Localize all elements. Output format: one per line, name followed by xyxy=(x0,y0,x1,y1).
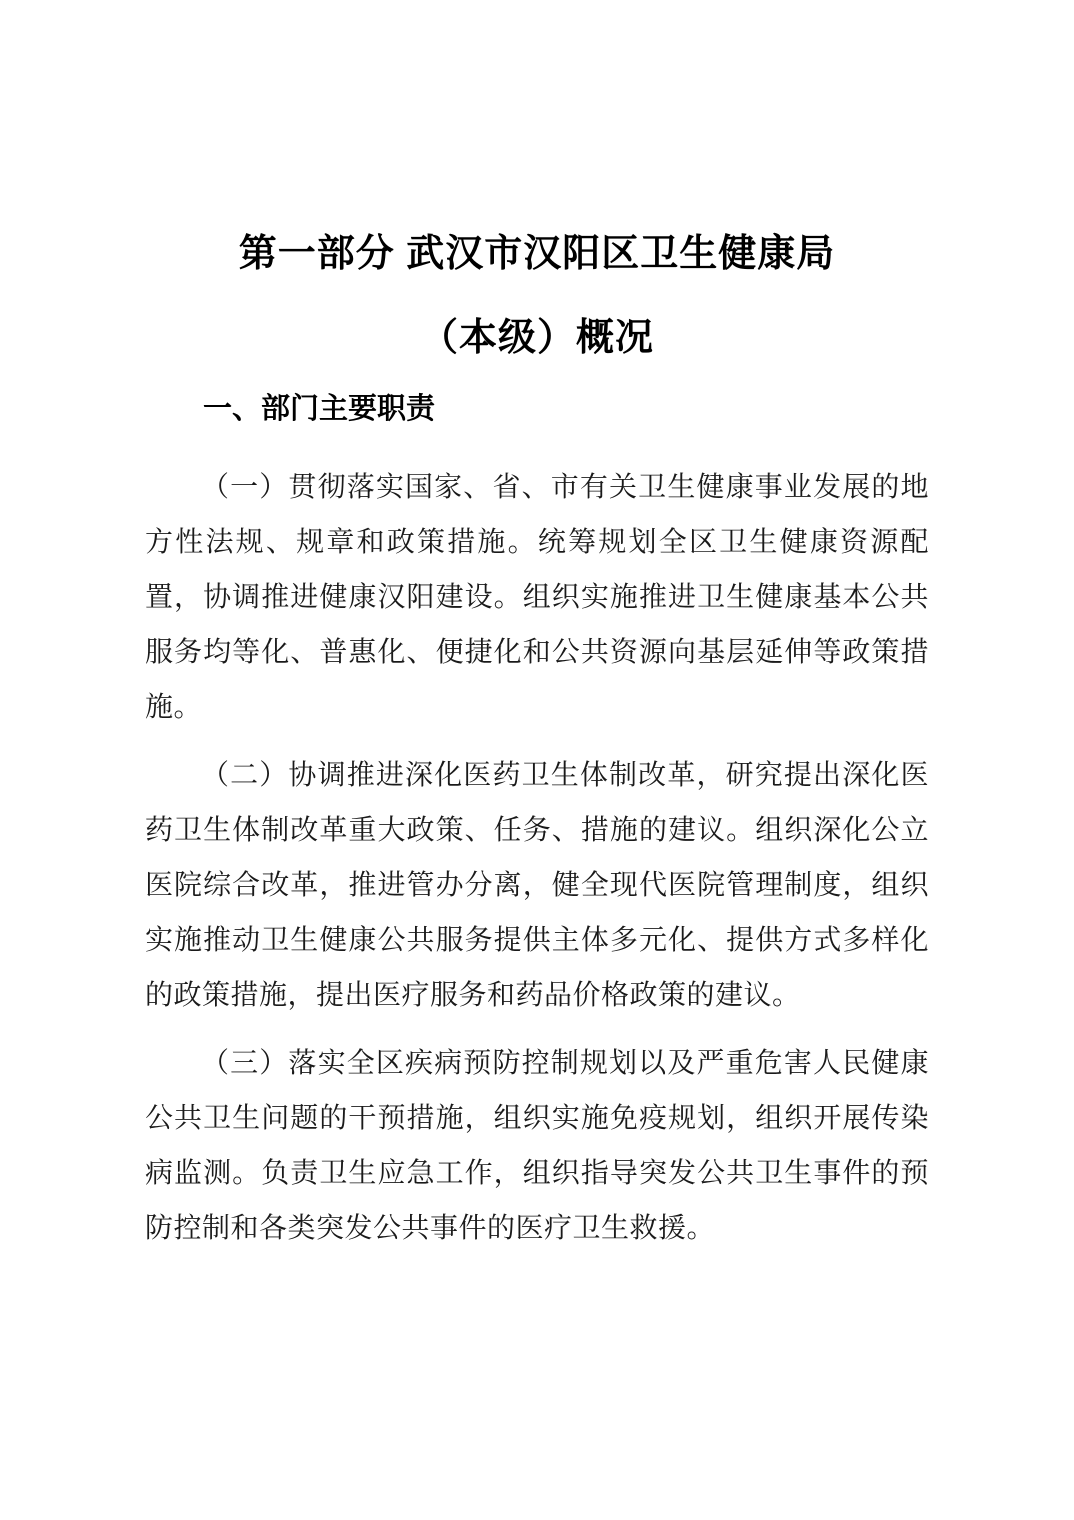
document-title-line-1: 第一部分 武汉市汉阳区卫生健康局 xyxy=(238,233,836,275)
document-title-line-2: （本级）概况 xyxy=(419,317,654,359)
paragraph-duty-1: （一）贯彻落实国家、省、市有关卫生健康事业发展的地方性法规、规章和政策措施。统筹规划全区卫生健康资源配置，协调推进健康汉阳建设。组织实施推进卫生健康基本公共服务均等化、普惠化、便捷化和公共资源向基层延伸等政策措施。 xyxy=(145,472,929,723)
section-heading-main-duties: 一、部门主要职责 xyxy=(203,393,436,425)
paragraph-duty-3: （三）落实全区疾病预防控制规划以及严重危害人民健康公共卫生问题的干预措施，组织实施免疫规划，组织开展传染病监测。负责卫生应急工作，组织指导突发公共卫生事件的预防控制和各类突发公共事件的医疗卫生救援。 xyxy=(145,1048,929,1244)
document-content xyxy=(145,0,929,1269)
paragraph-duty-2: （二）协调推进深化医药卫生体制改革，研究提出深化医药卫生体制改革重大政策、任务、措施的建议。组织深化公立医院综合改革，推进管办分离，健全现代医院管理制度，组织实施推动卫生健康公共服务提供主体多元化、提供方式多样化的政策措施，提出医疗服务和药品价格政策的建议。 xyxy=(145,760,929,1011)
document-title xyxy=(145,212,929,380)
